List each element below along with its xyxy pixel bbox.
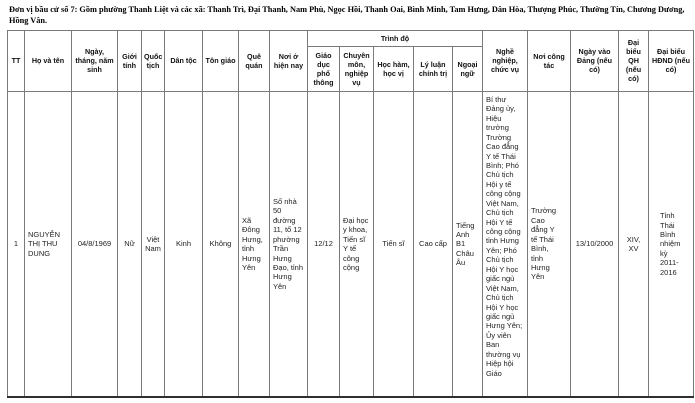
cell-giao-duc-pho-thong: 12/12	[308, 91, 340, 397]
cell-noi-o-hien-nay: Số nhà 50 đường 11, tổ 12 phường Trần Hưng Đạo, tỉnh Hưng Yên	[270, 91, 308, 397]
cell-ton-giao: Không	[203, 91, 239, 397]
cell-noi-cong-tac: Trường Cao đẳng Y tế Thái Bình, tỉnh Hưng Yên	[528, 91, 571, 397]
cell-quoc-tich: Việt Nam	[142, 91, 165, 397]
col-header-nghe-nghiep: Nghề nghiệp, chức vụ	[483, 30, 528, 91]
cell-gioi-tinh: Nữ	[118, 91, 142, 397]
cell-ho-va-ten: NGUYỄN THỊ THU DUNG	[25, 91, 72, 397]
col-header-ngay-sinh: Ngày, tháng, năm sinh	[72, 30, 118, 91]
cell-nghe-nghiep	[483, 91, 528, 397]
col-header-dan-toc: Dân tộc	[165, 30, 203, 91]
cell-dai-bieu-qh: XIV, XV	[619, 91, 649, 397]
col-header-ton-giao: Tôn giáo	[203, 30, 239, 91]
col-header-noi-o-hien-nay: Nơi ở hiện nay	[270, 30, 308, 91]
cell-ngoai-ngu: Tiếng Anh B1 Châu Âu	[453, 91, 483, 397]
col-header-gioi-tinh: Giới tính	[118, 30, 142, 91]
header-row-top	[8, 30, 694, 46]
group-header-trinh-do: Trình độ	[308, 30, 483, 46]
col-header-ngay-vao-dang: Ngày vào Đảng (nếu có)	[571, 30, 619, 91]
document-title	[0, 0, 695, 30]
document-title-line1: Đơn vị bầu cử số 7: Gồm phường Thanh Liệt và các xã: Thanh Trì, Đại Thanh, Nam Phù, Ngọc Hồi, Thanh Oai, Bình Minh, Tam Hưng, Dân Hòa, Thượng Phúc, Thường Tín, Chương Dương,	[9, 5, 685, 14]
col-header-ngoai-ngu: Ngoại ngữ	[453, 46, 483, 91]
cell-dai-bieu-hdnd: Tỉnh Thái Bình nhiệm kỳ 2011-2016	[649, 91, 694, 397]
candidate-row	[8, 91, 694, 397]
col-header-noi-cong-tac: Nơi công tác	[528, 30, 571, 91]
cell-ly-luan: Cao cấp	[414, 91, 453, 397]
cell-que-quan: Xã Đông Hưng, tỉnh Hưng Yên	[239, 91, 270, 397]
col-header-que-quan: Quê quán	[239, 30, 270, 91]
cell-tt: 1	[8, 91, 25, 397]
cell-chuyen-mon: Đại học y khoa, Tiến sĩ Y tế công cộng	[340, 91, 374, 397]
col-header-chuyen-mon: Chuyên môn, nghiệp vụ	[340, 46, 374, 91]
col-header-tt: TT	[8, 30, 25, 91]
cell-nghe-nghiep-text: Bí thư Đảng ủy, Hiệu trưởng Trường Cao đẳng Y tế Thái Bình; Phó Chủ tịch Hội y tế công cộng Việt Nam, Chủ tịch Hội Y tế công cộng tỉnh Hưng Yên; Phó Chủ tịch Hội Y học giấc ngủ Việt Nam, Chủ tịch Hội Y học giấc ngủ Hưng Yên; Ủy viên Ban thường vụ Hiệp hội Giáo	[486, 94, 523, 378]
candidates-table	[7, 30, 694, 399]
cell-ngay-vao-dang: 13/10/2000	[571, 91, 619, 397]
cell-hoc-ham: Tiến sĩ	[374, 91, 414, 397]
col-header-ly-luan: Lý luận chính trị	[414, 46, 453, 91]
document-title-line2: Hồng Vân.	[9, 15, 48, 25]
cell-ngay-sinh: 04/8/1969	[72, 91, 118, 397]
col-header-quoc-tich: Quốc tịch	[142, 30, 165, 91]
col-header-ho-va-ten: Họ và tên	[25, 30, 72, 91]
cell-dan-toc: Kinh	[165, 91, 203, 397]
col-header-hoc-ham: Học hàm, học vị	[374, 46, 414, 91]
col-header-giao-duc-pho-thong: Giáo dục phổ thông	[308, 46, 340, 91]
col-header-dai-bieu-hdnd: Đại biểu HĐND (nếu có)	[649, 30, 694, 91]
col-header-dai-bieu-qh: Đại biểu QH (nếu có)	[619, 30, 649, 91]
